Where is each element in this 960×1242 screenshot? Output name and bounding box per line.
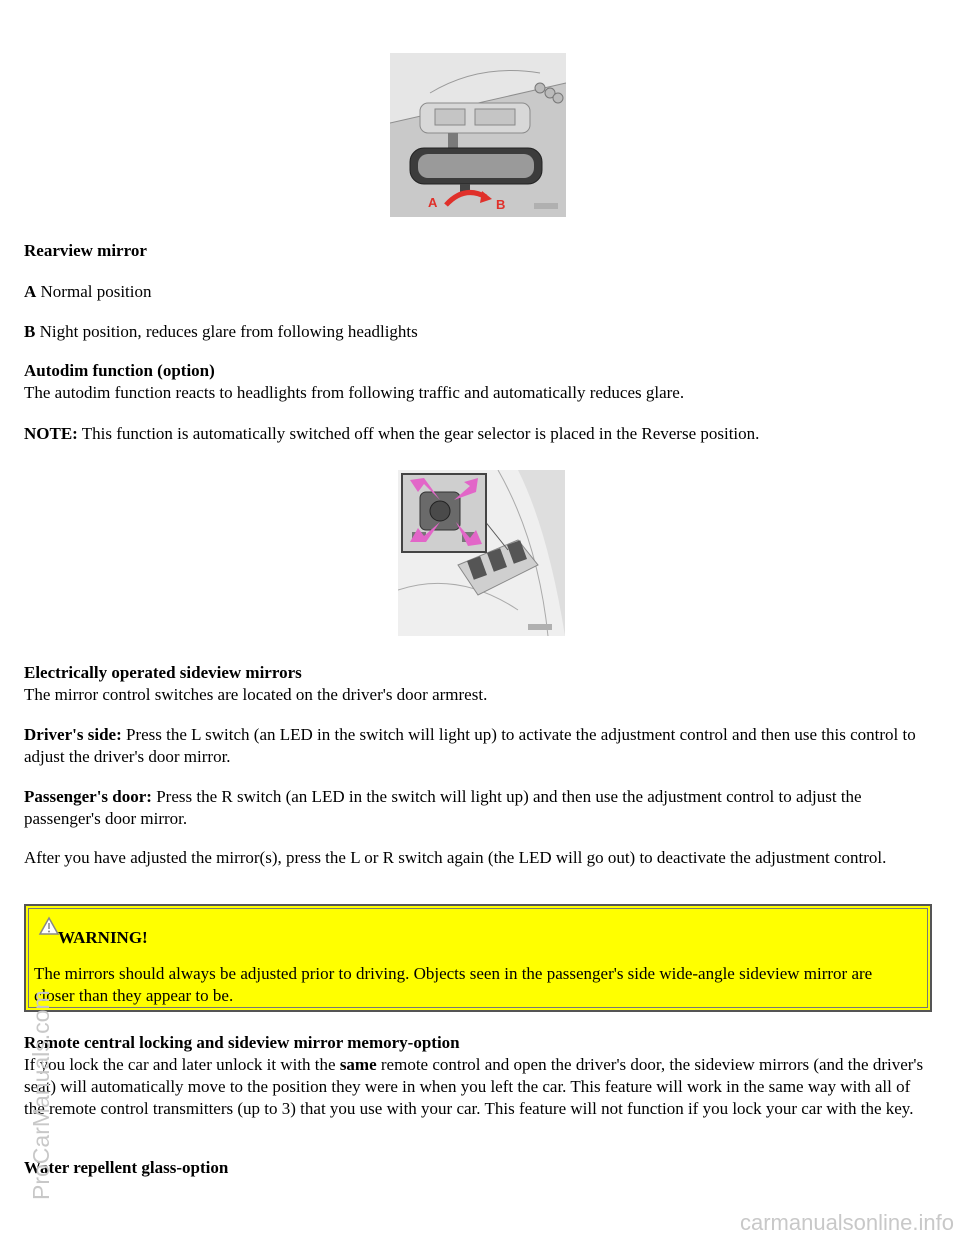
sideview-mirrors-heading: Electrically operated sideview mirrors	[24, 663, 302, 682]
sideview-intro: The mirror control switches are located on the driver's door armrest.	[24, 685, 488, 704]
after-adjust-text: After you have adjusted the mirror(s), press the L or R switch again (the LED will go out) to deactivate the adjustment control.	[24, 848, 887, 867]
item-b-text: Night position, reduces glare from following headlights	[35, 322, 418, 341]
label-a: A	[428, 195, 438, 210]
item-b	[24, 321, 934, 343]
drivers-side	[24, 724, 934, 768]
drivers-side-text: Press the L switch (an LED in the switch will light up) to activate the adjustment control and then use this control to adjust the driver's door mirror.	[24, 725, 916, 766]
item-a-key: A	[24, 282, 37, 301]
water-repellent-heading: Water repellent glass-option	[24, 1158, 229, 1177]
note-key: NOTE:	[24, 424, 78, 443]
memory-text-part1: If you lock the car and later unlock it with the	[24, 1055, 340, 1074]
bottom-watermark: carmanualsonline.info	[739, 1210, 954, 1235]
warning-title: WARNING!	[58, 928, 148, 947]
item-a-text: Normal position	[36, 282, 152, 301]
memory-text	[24, 1054, 934, 1120]
note-text: This function is automatically switched off when the gear selector is placed in the Reverse position.	[77, 424, 760, 443]
drivers-side-key: Driver's side:	[24, 725, 122, 744]
item-a	[24, 281, 934, 303]
rearview-mirror-heading: Rearview mirror	[24, 241, 147, 260]
label-b: B	[496, 197, 506, 212]
warning-triangle-icon	[38, 916, 60, 936]
passengers-door	[24, 786, 934, 830]
door-switch-figure	[398, 470, 565, 636]
memory-text-bold: same	[339, 1055, 377, 1074]
warning-box	[24, 904, 932, 1012]
memory-text-part2: remote control and open the driver's door, the sideview mirrors (and the driver's seat) will automatically move to the position they were in when you left the car. This feature will work in the same way with all of the remote control transmitters (up to 3) that you use with your car. This feature will not function if you lock your car with the key.	[24, 1055, 924, 1118]
rearview-mirror-figure	[390, 53, 566, 217]
note	[24, 423, 934, 445]
passengers-door-key: Passenger's door:	[24, 787, 152, 806]
autodim-heading: Autodim function (option)	[24, 361, 215, 380]
autodim-text: The autodim function reacts to headlights from following traffic and automatically reduces glare.	[24, 383, 685, 402]
memory-heading: Remote central locking and sideview mirror memory-option	[24, 1033, 460, 1052]
side-watermark: ProCarManuals.com	[28, 990, 54, 1200]
item-b-key: B	[24, 322, 36, 341]
warning-text: The mirrors should always be adjusted prior to driving. Objects seen in the passenger's side wide-angle sideview mirror are closer than they appear to be.	[34, 964, 873, 1005]
passengers-door-text: Press the R switch (an LED in the switch will light up) and then use the adjustment control to adjust the passenger's door mirror.	[24, 787, 862, 828]
